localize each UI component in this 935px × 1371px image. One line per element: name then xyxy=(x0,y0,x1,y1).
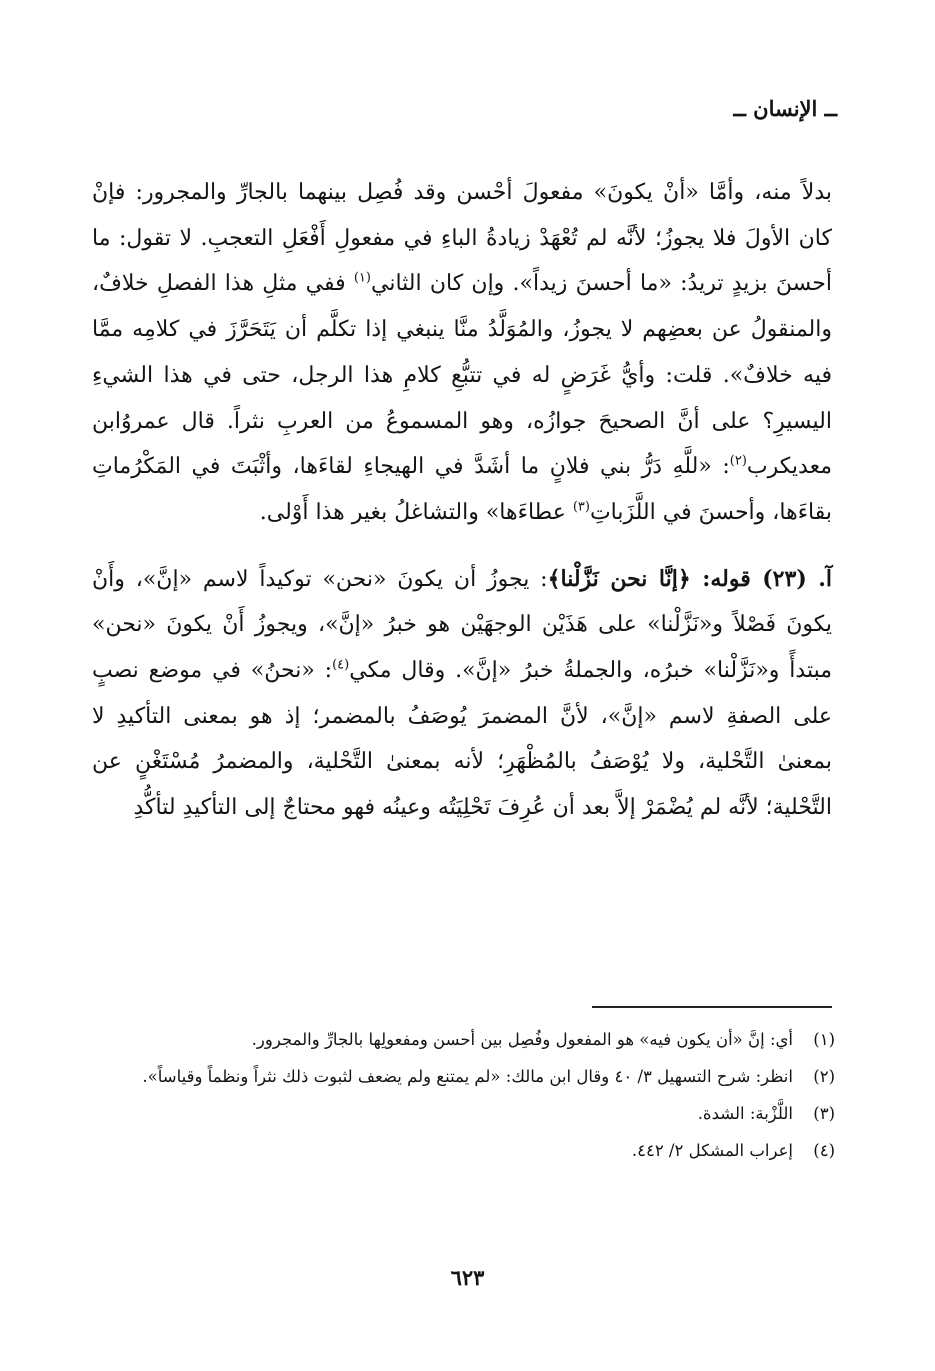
footnote-ref-3[interactable]: (٣) xyxy=(572,499,590,515)
footnote-4-number: (٤) xyxy=(813,1141,835,1160)
paragraph-1-text-a: بدلاً منه، وأمَّا «أنْ يكونَ» مفعولَ أحْسن وقد فُصِل بينهما بالجارِّ والمجرور: فإنْ كان الأولَ فلا يجوزُ؛ لأنَّه لم تُعْهَدْ زيادةُ الباءِ في مفعولِ أَفْعَلِ التعجبِ. لا تقول: ما أحسنَ بزيدٍ تريدُ: «ما أحسنَ زيداً». وإن كان الثاني xyxy=(92,180,832,297)
footnote-3-number: (٣) xyxy=(813,1104,835,1123)
paragraph-2-text-a: : يجوزُ أن يكونَ «نحن» توكيداً لاسم «إنَّ»، وأَنْ يكونَ فَصْلاً و«نَزَّلْنا» على هَذَيْن الوجهَيْن هو خبرُ «إنَّ»، ويجوزُ أَنْ يكونَ «نحن» مبتدأً و«نَزَّلْنا» خبرُه، والجملةُ خبرُ «إنَّ». وقال مكي xyxy=(92,566,833,684)
footnote-ref-2[interactable]: (٢) xyxy=(729,453,747,469)
paragraph-1-text-b: ففي مثلِ هذا الفصلِ خلافٌ، والمنقولُ عن بعضِهم لا يجوزُ، والمُوَلَّدُ منَّا ينبغي إذا تكلَّم أن يَتَحَرَّزَ في كلامِه ممَّا فيه خلافٌ». قلت: وأيُّ غَرَضٍ له في تتبُّعِ كلامِ هذا الرجل، حتى في هذا الشيءِ اليسيرِ؟ على أنَّ الصحيحَ جوازُه، وهو المسموعُ من العربِ نثراً. قال عمروُابن معديكرب xyxy=(92,271,832,480)
footnote-1 xyxy=(100,1025,835,1054)
paragraph-1-text-d: عطاءَها» والتشاغلُ بغير هذا أَوْلى. xyxy=(259,499,573,525)
main-text xyxy=(92,170,832,831)
page-number: ٦٢٣ xyxy=(450,1265,485,1290)
running-head: ــ الإنسان ــ xyxy=(733,96,837,121)
paragraph-2-text-b: : «نحنُ» في موضع نصبٍ على الصفةِ لاسم «إنَّ»، لأنَّ المضمرَ يُوصَفُ بالمضمر؛ إذ هو بمعنى التأكيدِ لا بمعنىٰ التَّحْلية، ولا يُوْصَفُ بالمُظْهَرِ؛ لأنه بمعنىٰ التَّحْلية، والمضمرُ مُسْتَغْنٍ عن التَّحْلية؛ لأنَّه لم يُضْمَرْ إلاَّ بعد أن عُرِفَ تَحْلِيَتُه وعينُه فهو محتاجٌ إلى التأكيدِ لتأكُّدِ xyxy=(92,658,832,821)
footnote-divider xyxy=(592,1006,832,1008)
paragraph-2 xyxy=(92,557,832,831)
footnote-3-text: اللَّزْبة: الشدة. xyxy=(697,1104,793,1123)
footnote-2 xyxy=(100,1062,835,1091)
footnote-4 xyxy=(100,1136,835,1165)
footnotes xyxy=(100,1025,835,1173)
footnote-1-text: أي: إنَّ «أن يكون فيه» هو المفعول وفُصِل بين أحسن ومفعولِها بالجارِّ والمجرور. xyxy=(251,1030,793,1049)
footnote-ref-1[interactable]: (١) xyxy=(353,271,371,287)
footnote-1-number: (١) xyxy=(813,1030,835,1049)
paragraph-1 xyxy=(92,170,832,536)
footnote-3 xyxy=(100,1099,835,1128)
footnote-4-text: إعراب المشكل ٢/ ٤٤٢. xyxy=(631,1141,793,1160)
footnote-ref-4[interactable]: (٤) xyxy=(332,657,350,673)
paragraph-1-text-c: : «للَّهِ دَرُّ بني فلانٍ ما أشَدَّ في الهيجاءِ لقاءَها، وأثْبَتَ في المَكْرُماتِ بقاءَها، وأحسنَ في اللَّزَباتِ xyxy=(92,454,832,525)
footnote-2-text: انظر: شرح التسهيل ٣/ ٤٠ وقال ابن مالك: «لم يمتنع ولم يضعف لثبوت ذلك نثراً ونظماً وقياساً». xyxy=(142,1067,793,1086)
verse-heading: آ. (٢٣) قوله: ﴿إنَّا نحن نَزَّلْنا﴾ xyxy=(547,565,833,592)
footnote-2-number: (٢) xyxy=(813,1067,835,1086)
